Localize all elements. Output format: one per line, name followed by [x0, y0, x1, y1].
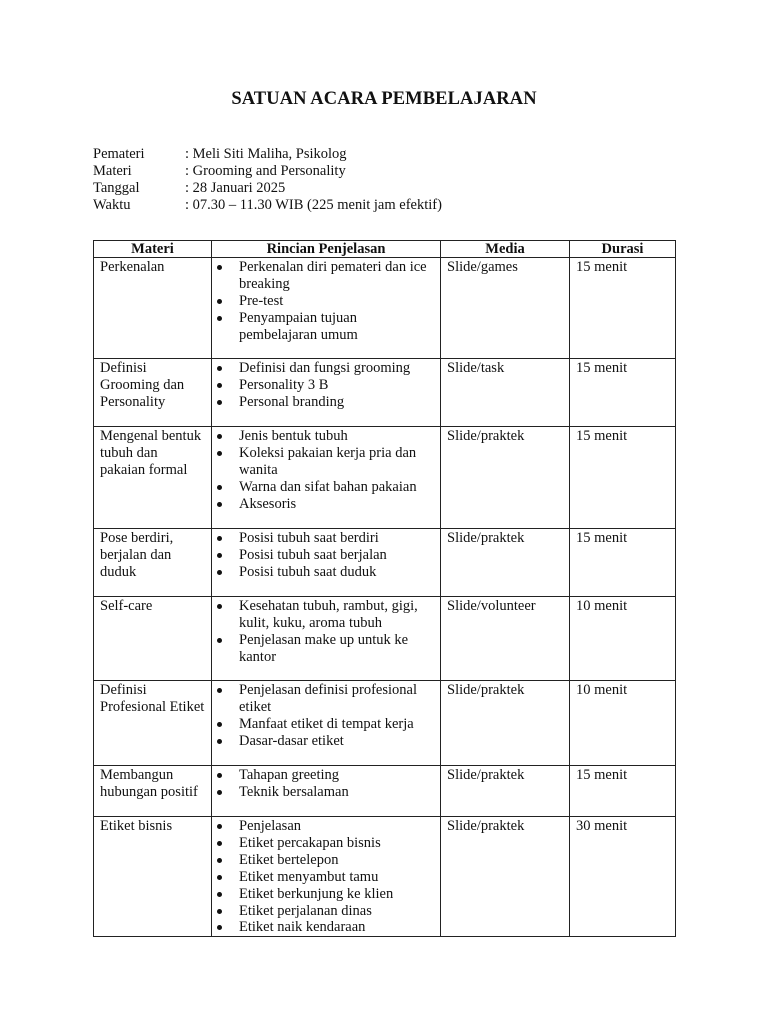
cell-materi: Pose berdiri, berjalan dan duduk: [94, 529, 212, 597]
info-row-pemateri: [93, 146, 442, 163]
cell-media: Slide/task: [441, 359, 570, 427]
cell-rincian: [212, 529, 441, 597]
info-label: Waktu: [93, 196, 131, 213]
cell-rincian: [212, 427, 441, 529]
bullet-item: Jenis bentuk tubuh: [212, 428, 436, 445]
bullet-item: Etiket bertelepon: [212, 852, 436, 869]
cell-media: Slide/praktek: [441, 766, 570, 817]
cell-media: Slide/volunteer: [441, 597, 570, 681]
bullet-item: Teknik bersalaman: [212, 784, 436, 801]
cell-materi: Definisi Profesional Etiket: [94, 681, 212, 766]
bullet-item: Definisi dan fungsi grooming: [212, 360, 436, 377]
table-row: [94, 258, 676, 359]
bullet-item: Aksesoris: [212, 496, 436, 513]
cell-durasi: 15 menit: [570, 258, 676, 359]
bullet-item: Etiket percakapan bisnis: [212, 835, 436, 852]
cell-rincian: [212, 359, 441, 427]
cell-rincian: [212, 681, 441, 766]
bullet-item: Perkenalan diri pemateri dan ice breaking: [212, 259, 436, 293]
cell-materi: Membangun hubungan positif: [94, 766, 212, 817]
info-value: : Grooming and Personality: [185, 162, 346, 179]
bullet-item: Etiket naik kendaraan: [212, 919, 436, 936]
bullet-list: [212, 360, 436, 411]
cell-materi: Mengenal bentuk tubuh dan pakaian formal: [94, 427, 212, 529]
bullet-item: Warna dan sifat bahan pakaian: [212, 479, 436, 496]
column-header-rincian: Rincian Penjelasan: [212, 241, 441, 258]
bullet-item: Penjelasan make up untuk ke kantor: [212, 632, 436, 666]
cell-media: Slide/praktek: [441, 817, 570, 937]
cell-materi: Definisi Grooming dan Personality: [94, 359, 212, 427]
table-row: [94, 817, 676, 937]
table-row: [94, 681, 676, 766]
cell-durasi: 10 menit: [570, 681, 676, 766]
info-row-tanggal: [93, 180, 442, 197]
table-row: [94, 766, 676, 817]
cell-materi: Perkenalan: [94, 258, 212, 359]
bullet-item: Dasar-dasar etiket: [212, 733, 436, 750]
bullet-list: [212, 682, 436, 750]
bullet-list: [212, 767, 436, 801]
cell-durasi: 10 menit: [570, 597, 676, 681]
bullet-list: [212, 530, 436, 581]
info-value: : 07.30 – 11.30 WIB (225 menit jam efektif): [185, 196, 442, 213]
bullet-item: Manfaat etiket di tempat kerja: [212, 716, 436, 733]
bullet-item: Personal branding: [212, 394, 436, 411]
bullet-list: [212, 598, 436, 666]
bullet-item: Koleksi pakaian kerja pria dan wanita: [212, 445, 436, 479]
info-value: : 28 Januari 2025: [185, 179, 286, 196]
bullet-item: Posisi tubuh saat berdiri: [212, 530, 436, 547]
bullet-item: Tahapan greeting: [212, 767, 436, 784]
info-value: : Meli Siti Maliha, Psikolog: [185, 146, 347, 162]
cell-durasi: 15 menit: [570, 529, 676, 597]
bullet-item: Penyampaian tujuan pembelajaran umum: [212, 310, 436, 344]
table-header-row: [94, 241, 676, 258]
cell-durasi: 30 menit: [570, 817, 676, 937]
cell-media: Slide/praktek: [441, 427, 570, 529]
cell-media: Slide/praktek: [441, 529, 570, 597]
bullet-item: Personality 3 B: [212, 377, 436, 394]
bullet-item: Kesehatan tubuh, rambut, gigi, kulit, kuku, aroma tubuh: [212, 598, 436, 632]
info-block: [93, 146, 442, 214]
bullet-item: Posisi tubuh saat duduk: [212, 564, 436, 581]
bullet-item: Penjelasan definisi profesional etiket: [212, 682, 436, 716]
column-header-materi: Materi: [94, 241, 212, 258]
cell-rincian: [212, 817, 441, 937]
cell-rincian: [212, 766, 441, 817]
bullet-item: Etiket berkunjung ke klien: [212, 886, 436, 903]
cell-durasi: 15 menit: [570, 359, 676, 427]
info-row-waktu: [93, 197, 442, 214]
bullet-list: [212, 428, 436, 513]
cell-rincian: [212, 597, 441, 681]
bullet-list: [212, 259, 436, 344]
page-title: SATUAN ACARA PEMBELAJARAN: [231, 89, 537, 109]
bullet-list: [212, 818, 436, 936]
bullet-item: Etiket menyambut tamu: [212, 869, 436, 886]
bullet-item: Pre-test: [212, 293, 436, 310]
column-header-media: Media: [441, 241, 570, 258]
info-label: Tanggal: [93, 179, 140, 196]
cell-materi: Etiket bisnis: [94, 817, 212, 937]
cell-media: Slide/praktek: [441, 681, 570, 766]
cell-rincian: [212, 258, 441, 359]
info-label: Pemateri: [93, 146, 145, 162]
info-row-materi: [93, 163, 442, 180]
bullet-item: Posisi tubuh saat berjalan: [212, 547, 436, 564]
table-row: [94, 359, 676, 427]
cell-materi: Self-care: [94, 597, 212, 681]
column-header-durasi: Durasi: [570, 241, 676, 258]
info-label: Materi: [93, 162, 132, 179]
schedule-table: [93, 240, 676, 937]
table-row: [94, 427, 676, 529]
bullet-item: Etiket perjalanan dinas: [212, 903, 436, 920]
table-row: [94, 529, 676, 597]
cell-media: Slide/games: [441, 258, 570, 359]
table-row: [94, 597, 676, 681]
cell-durasi: 15 menit: [570, 766, 676, 817]
cell-durasi: 15 menit: [570, 427, 676, 529]
bullet-item: Penjelasan: [212, 818, 436, 835]
